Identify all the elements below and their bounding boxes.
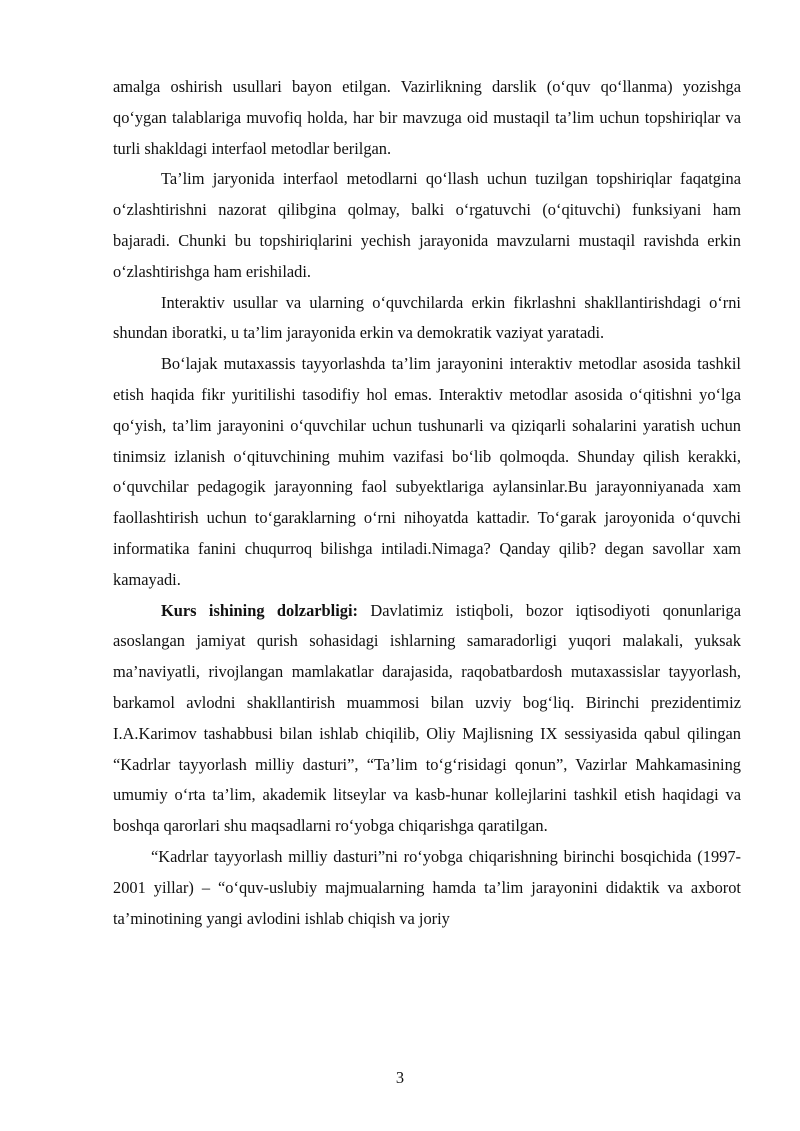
paragraph-6: “Kadrlar tayyorlash milliy dasturi”ni ro‘yobga chiqarishning birinchi bosqichida (1997-2001 yillar) – “o‘quv-uslubiy majmualarning hamda ta’lim jarayonini didaktik va axborot ta’minotining yangi avlodini ishlab chiqish va joriy xyxy=(113,846,741,928)
page-number: 3 xyxy=(395,1068,405,1087)
paragraph-3: Interaktiv usullar va ularning o‘quvchilarda erkin fikrlashni shakllantirishdagi o‘rni shundan iboratki, u ta’lim jarayonida erkin va demokratik vaziyat yaratadi. xyxy=(113,292,741,343)
paragraph-1: amalga oshirish usullari bayon etilgan. Vazirlikning darslik (o‘quv qo‘llanma) yozishga qo‘ygan talablariga muvofiq holda, har bir mavzuga oid mustaqil ta’lim uchun topshiriqlar va turli shakldagi interfaol metodlar berilgan. xyxy=(113,77,741,158)
body-text xyxy=(113,72,741,934)
paragraph-2: Ta’lim jaryonida interfaol metodlarni qo‘llash uchun tuzilgan topshiriqlar faqatgina o‘zlashtirishni nazorat qilibgina qolmay, balki o‘rgatuvchi (o‘qituvchi) funksiyani ham bajaradi. Chunki bu topshiriqlarini yechish jarayonida mavzularni mustaqil ravishda erkin o‘zlashtirishga ham erishiladi. xyxy=(113,169,741,281)
paragraph-5-text: Davlatimiz istiqboli, bozor iqtisodiyoti qonunlariga asoslangan jamiyat qurish sohasidagi ishlarning samaradorligi yuqori malakali, yuksak ma’naviyatli, rivojlangan mamlakatlar darajasida, raqobatbardosh mutaxassislar tayyorlash, barkamol avlodni shakllantirish muammosi bilan uzviy bog‘liq. Birinchi prezidentimiz I.A.Karimov tashabbusi bilan ishlab chiqilib, Oliy Majlisning IX sessiyasida qabul qilingan “Kadrlar tayyorlash milliy dasturi”, “Ta’lim to‘g‘risidagi qonun”, Vazirlar Mahkamasining umumiy o‘rta ta’lim, akademik litseylar va kasb-hunar kollejlarini tashkil etish haqidagi va boshqa qarorlari shu maqsadlarni ro‘yobga chiqarishga qaratilgan. xyxy=(113,600,741,836)
paragraph-4: Bo‘lajak mutaxassis tayyorlashda ta’lim jarayonini interaktiv metodlar asosida tashkil etish haqida fikr yuritilishi tasodifiy hol emas. Interaktiv metodlar asosida o‘qitishni yo‘lga qo‘yish, ta’lim jarayonini o‘quvchilar uchun tushunarli va qiziqarli sohalarini yaratish uchun tinimsiz izlanish o‘qituvchining muhim vazifasi bo‘lib qolmoqda. Shunday qilish kerakki, o‘quvchilar pedagogik jarayonning faol subyektlariga aylansinlar.Bu jarayonniyanada xam faollashtirish uchun to‘garaklarning o‘rni nihoyatda kattadir. To‘garak jaroyonida o‘quvchi informatika fanini chuqurroq bilishga intiladi.Nimaga? Qanday qilib? degan savollar xam kamayadi. xyxy=(113,354,741,589)
section-lead-heading: Kurs ishining dolzarbligi: xyxy=(161,600,358,620)
paragraph-5 xyxy=(113,596,741,842)
